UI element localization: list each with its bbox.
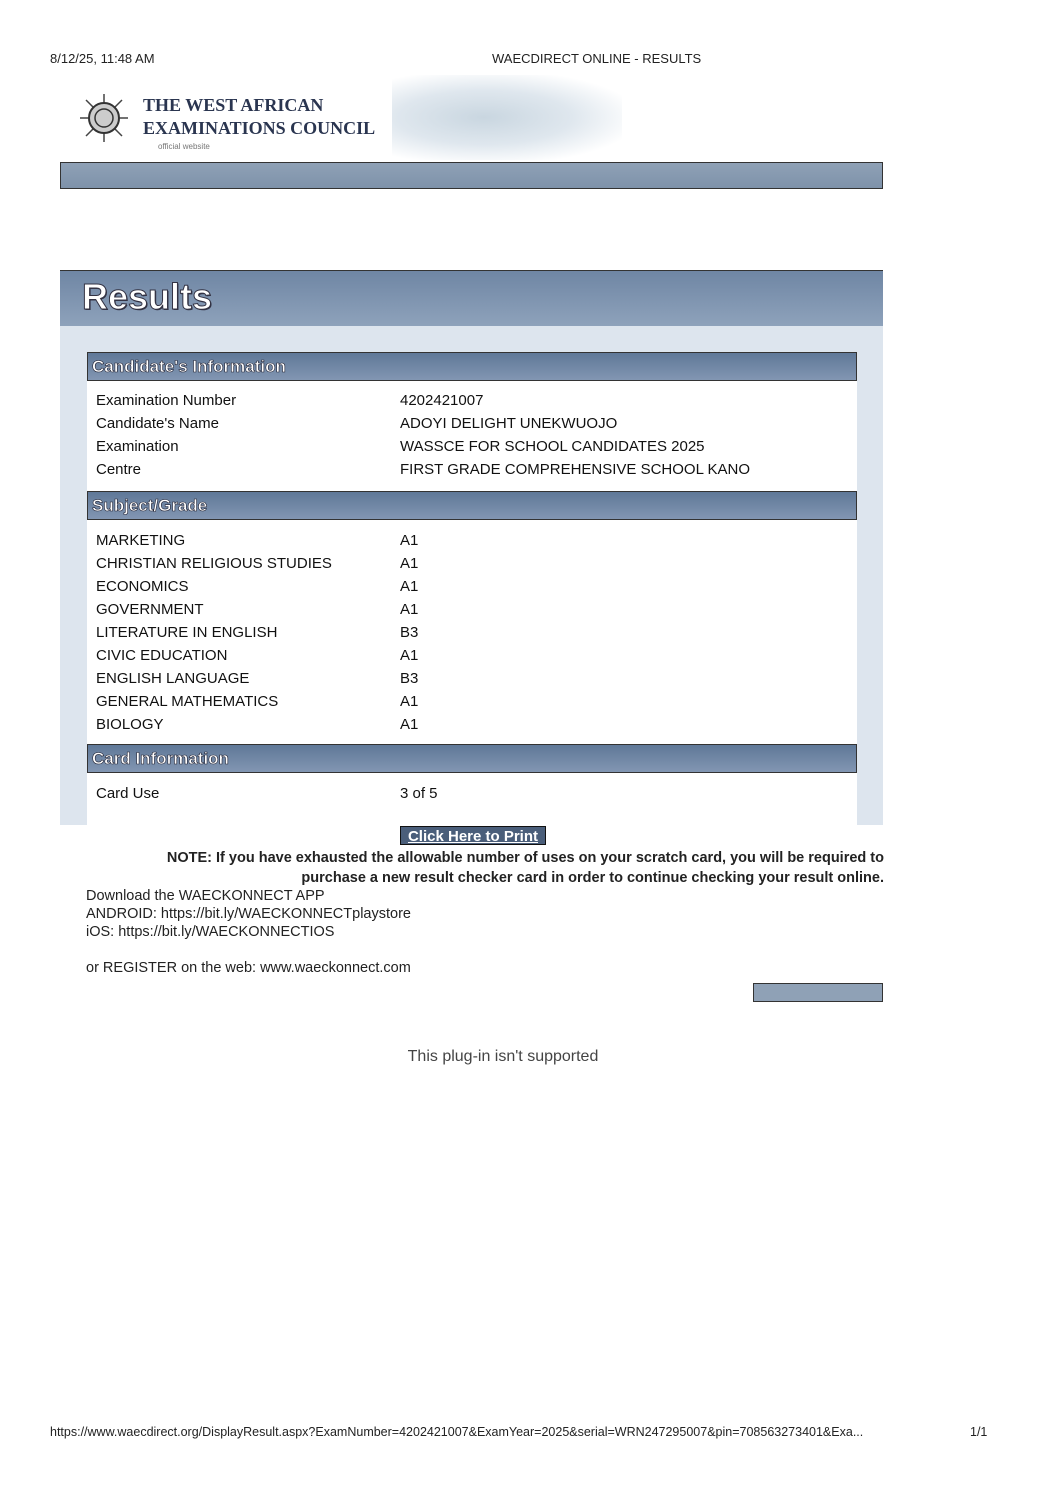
info-row (96, 644, 856, 667)
row-value: ADOYI DELIGHT UNEKWUOJO (400, 415, 618, 432)
row-label: GENERAL MATHEMATICS (96, 693, 279, 710)
note-label: NOTE: (166, 850, 212, 866)
section-title: Card Information (92, 749, 229, 768)
nav-bar (60, 162, 883, 189)
info-row (96, 412, 856, 435)
info-row (96, 458, 856, 481)
row-label: CHRISTIAN RELIGIOUS STUDIES (96, 555, 332, 572)
row-value: A1 (400, 532, 419, 549)
row-label: BIOLOGY (96, 716, 164, 733)
info-row (96, 782, 856, 805)
row-value: A1 (400, 693, 419, 710)
note-line2: purchase a new result checker card in order to continue checking your result online. (301, 870, 884, 886)
info-row (96, 621, 856, 644)
footer-url: https://www.waecdirect.org/DisplayResult.aspx?ExamNumber=4202421007&ExamYear=2025&serial=WRN247295007&pin=708563273401&Exa... (50, 1425, 864, 1439)
print-title: WAECDIRECT ONLINE - RESULTS (492, 51, 702, 66)
section-title: Subject/Grade (92, 496, 208, 515)
info-row (96, 690, 856, 713)
row-label: GOVERNMENT (96, 601, 204, 618)
row-label: ECONOMICS (96, 578, 189, 595)
info-row (96, 667, 856, 690)
row-label: LITERATURE IN ENGLISH (96, 624, 278, 641)
info-row (96, 713, 856, 736)
row-label: Examination Number (96, 392, 237, 409)
row-value: B3 (400, 670, 419, 687)
info-row (96, 529, 856, 552)
row-value: A1 (400, 601, 419, 618)
row-label: Examination (96, 438, 179, 455)
section-header-subjects (87, 491, 857, 520)
info-row (96, 598, 856, 621)
row-label: ENGLISH LANGUAGE (96, 670, 250, 687)
row-value: A1 (400, 716, 419, 733)
row-label: MARKETING (96, 532, 186, 549)
print-datetime: 8/12/25, 11:48 AM (50, 51, 155, 66)
logo-subtitle: official website (158, 142, 210, 151)
logo-line1: THE WEST AFRICAN (143, 95, 324, 115)
header-banner-image (392, 75, 622, 160)
note-line1: If you have exhausted the allowable number of uses on your scratch card, you will be required to (216, 850, 884, 866)
row-value: A1 (400, 578, 419, 595)
plugin-message: This plug-in isn't supported (407, 1048, 599, 1065)
info-row (96, 435, 856, 458)
row-value: A1 (400, 647, 419, 664)
footer-bar (753, 983, 883, 1002)
row-value: 4202421007 (400, 392, 484, 409)
row-label: Centre (96, 461, 142, 478)
android-link[interactable]: ANDROID: https://bit.ly/WAECKONNECTplaystore (86, 906, 411, 922)
page-number: 1/1 (970, 1425, 988, 1439)
info-row (96, 575, 856, 598)
logo-line2: EXAMINATIONS COUNCIL (143, 118, 376, 138)
section-header-card (87, 744, 857, 773)
row-value: 3 of 5 (400, 785, 438, 802)
note-text (110, 848, 884, 888)
section-title: Candidate's Information (92, 357, 286, 376)
row-value: WASSCE FOR SCHOOL CANDIDATES 2025 (400, 438, 705, 455)
row-value: A1 (400, 555, 419, 572)
ios-link[interactable]: iOS: https://bit.ly/WAECKONNECTIOS (86, 924, 335, 940)
row-label: CIVIC EDUCATION (96, 647, 228, 664)
download-title: Download the WAECKONNECT APP (86, 888, 325, 904)
row-value: B3 (400, 624, 419, 641)
section-header-candidate (87, 352, 857, 381)
row-label: Card Use (96, 785, 160, 802)
print-button[interactable]: Click Here to Print (400, 826, 546, 845)
register-link[interactable]: or REGISTER on the web: www.waeckonnect.com (86, 960, 411, 976)
row-label: Candidate's Name (96, 415, 219, 432)
row-value: FIRST GRADE COMPREHENSIVE SCHOOL KANO (400, 461, 751, 478)
page-title: Results (82, 276, 213, 317)
info-row (96, 552, 856, 575)
waec-logo-icon (78, 92, 130, 144)
info-row (96, 389, 856, 412)
